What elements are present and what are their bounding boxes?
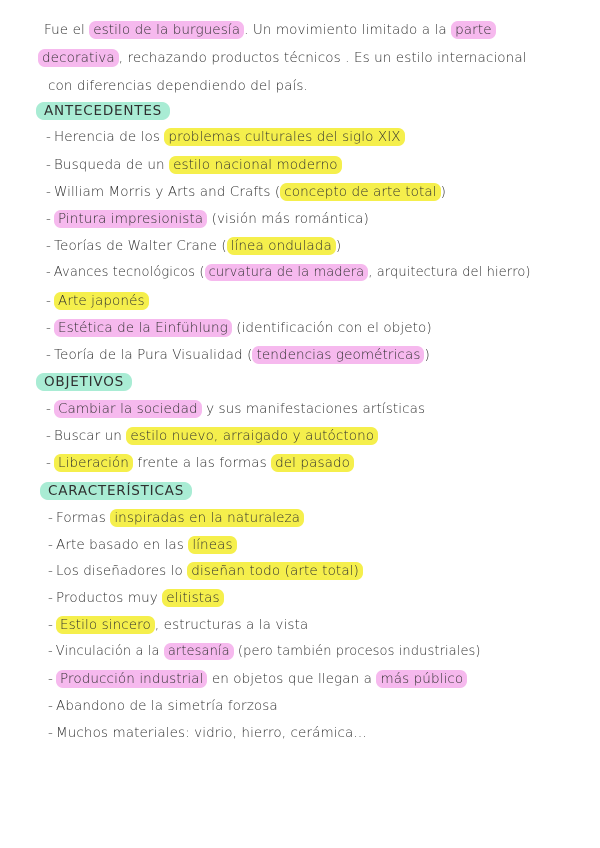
item-text: ) xyxy=(424,347,430,363)
highlight-yellow: concepto de arte total xyxy=(280,183,440,201)
list-item xyxy=(46,157,600,173)
list-item xyxy=(46,129,600,145)
intro-line-1 xyxy=(44,22,600,38)
list-item xyxy=(48,671,600,687)
item-text: William Morris y Arts and Crafts ( xyxy=(53,184,281,200)
bullet: - xyxy=(46,401,51,417)
highlight-yellow: líneas xyxy=(188,536,236,554)
section-heading-antecedentes: ANTECEDENTES xyxy=(36,102,170,120)
bullet: - xyxy=(46,238,51,254)
bullet: - xyxy=(48,725,53,741)
list-item xyxy=(48,510,600,526)
list-item xyxy=(48,725,600,741)
item-text: (identificación con el objeto) xyxy=(231,320,432,336)
intro-text: , rechazando productos técnicos . Es un estilo internacional xyxy=(118,50,527,66)
list-item xyxy=(46,401,600,417)
bullet: - xyxy=(46,211,51,227)
item-text: (pero también procesos industriales) xyxy=(233,644,481,659)
list-item xyxy=(46,293,600,309)
intro-text: con diferencias dependiendo del país. xyxy=(48,78,308,94)
highlight-yellow: Arte japonés xyxy=(54,292,149,310)
bullet: - xyxy=(48,644,53,659)
item-text: Formas xyxy=(55,510,106,526)
item-text: en objetos que llegan a xyxy=(207,671,373,687)
item-text: Buscar un xyxy=(53,428,122,444)
bullet: - xyxy=(48,590,53,606)
list-item xyxy=(46,211,600,227)
section-heading-caracteristicas: CARACTERÍSTICAS xyxy=(40,482,192,500)
item-text: Muchos materiales: vidrio, hierro, cerámica... xyxy=(55,725,367,741)
list-item xyxy=(46,455,600,471)
item-text: Herencia de los xyxy=(53,129,161,145)
highlight-pink: Estética de la Einfühlung xyxy=(54,319,232,337)
highlight-pink: estilo de la burguesía xyxy=(89,21,244,39)
highlight-pink: Cambiar la sociedad xyxy=(54,400,202,418)
item-text: , estructuras a la vista xyxy=(154,617,309,633)
highlight-pink: curvatura de la madera xyxy=(205,264,369,281)
list-item xyxy=(46,428,600,444)
highlight-yellow: problemas culturales del siglo XIX xyxy=(164,128,404,146)
highlight-yellow: Liberación xyxy=(54,454,133,472)
highlight-pink: parte xyxy=(451,21,496,39)
list-item xyxy=(46,265,600,280)
item-text: Avances tecnológicos ( xyxy=(53,265,205,280)
list-item xyxy=(48,537,600,553)
intro-text: . Un movimiento limitado a la xyxy=(244,22,447,38)
bullet: - xyxy=(48,510,53,526)
list-item xyxy=(48,590,600,606)
intro-line-2 xyxy=(38,50,600,66)
item-text: , arquitectura del hierro) xyxy=(368,265,531,280)
intro-line-3 xyxy=(48,78,600,94)
item-text: Busqueda de un xyxy=(53,157,165,173)
highlight-pink: más público xyxy=(376,670,467,688)
item-text: Productos muy xyxy=(55,590,158,606)
item-text: Arte basado en las xyxy=(55,537,184,553)
bullet: - xyxy=(46,129,51,145)
item-text: Teoría de la Pura Visualidad ( xyxy=(53,347,253,363)
highlight-yellow: elitistas xyxy=(162,589,223,607)
bullet: - xyxy=(48,698,53,714)
highlight-pink: tendencias geométricas xyxy=(252,346,424,364)
highlight-yellow: estilo nuevo, arraigado y autóctono xyxy=(126,427,378,445)
list-item xyxy=(48,698,600,714)
bullet: - xyxy=(48,617,53,633)
list-item xyxy=(46,238,600,254)
list-item xyxy=(46,347,600,363)
bullet: - xyxy=(46,455,51,471)
highlight-pink: artesanía xyxy=(164,643,234,660)
bullet: - xyxy=(46,428,51,444)
item-text: Teorías de Walter Crane ( xyxy=(53,238,227,254)
bullet: - xyxy=(46,293,51,309)
bullet: - xyxy=(48,563,53,579)
item-text: Abandono de la simetría forzosa xyxy=(55,698,278,714)
bullet: - xyxy=(46,157,51,173)
list-item xyxy=(48,617,600,633)
item-text: ) xyxy=(440,184,446,200)
highlight-yellow: estilo nacional moderno xyxy=(169,156,342,174)
list-item xyxy=(46,320,600,336)
highlight-pink: decorativa xyxy=(38,49,119,67)
list-item xyxy=(48,563,600,579)
item-text: ) xyxy=(335,238,342,254)
highlight-pink: Producción industrial xyxy=(56,670,207,688)
bullet: - xyxy=(46,265,51,280)
item-text: Los diseñadores lo xyxy=(55,563,183,579)
highlight-yellow: inspiradas en la naturaleza xyxy=(110,509,304,527)
highlight-yellow: línea ondulada xyxy=(227,237,336,255)
item-text: frente a las formas xyxy=(132,455,267,471)
item-text: (visión más romántica) xyxy=(207,211,369,227)
bullet: - xyxy=(46,184,51,200)
list-item xyxy=(46,184,600,200)
highlight-pink: Pintura impresionista xyxy=(54,210,207,228)
bullet: - xyxy=(46,347,51,363)
item-text: y sus manifestaciones artísticas xyxy=(201,401,426,417)
highlight-yellow: diseñan todo (arte total) xyxy=(187,562,363,580)
highlight-yellow: Estilo sincero xyxy=(56,616,155,634)
item-text: Vinculación a la xyxy=(55,644,160,659)
section-heading-objetivos: OBJETIVOS xyxy=(36,373,132,391)
list-item xyxy=(48,644,600,659)
highlight-yellow: del pasado xyxy=(271,454,354,472)
bullet: - xyxy=(46,320,51,336)
bullet: - xyxy=(48,671,53,687)
intro-text: Fue el xyxy=(44,22,85,38)
bullet: - xyxy=(48,537,53,553)
